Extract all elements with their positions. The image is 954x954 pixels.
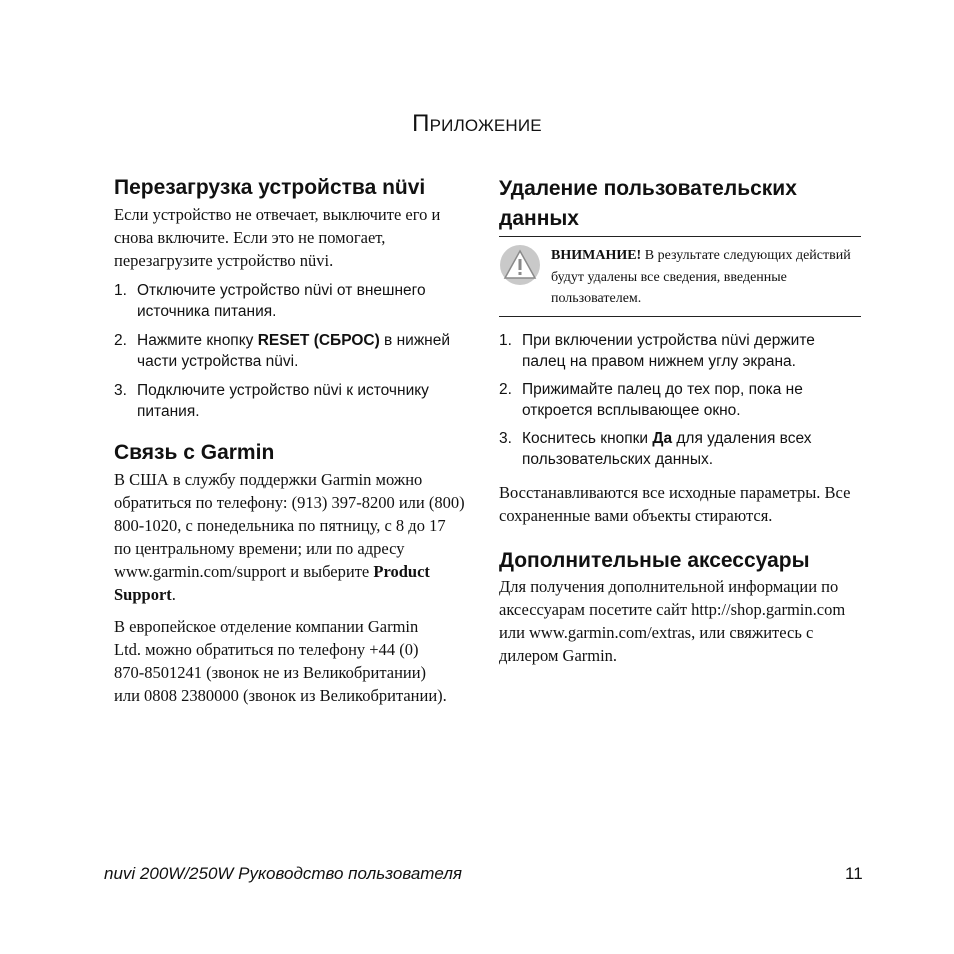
delete-heading: Удаление пользовательских данных [499, 177, 797, 230]
list-item: 3. Подключите устройство nüvi к источнику питания. [114, 382, 429, 420]
product-support-label: Product Support [114, 562, 430, 604]
yes-button-label: Да [652, 429, 673, 447]
list-item: 2. Нажмите кнопку RESET (СБРОС) в нижней части устройства nüvi. [114, 332, 451, 370]
reset-intro: Если устройство не отвечает, выключите его и снова включите. Если это не помогает, перезагрузите устройство nüvi. [114, 205, 441, 270]
contact-us-paragraph: В США в службу поддержки Garmin можно обратиться по телефону: (913) 397-8200 или (800) 800-1020, с понедельника по пятницу, с 8 до 17 по центральному времени; или по адресу www.garmin.com/support и выберите Product Support. [114, 470, 465, 604]
accessories-heading: Дополнительные аксессуары [499, 548, 810, 572]
list-item: 1. Отключите устройство nüvi от внешнего источника питания. [114, 282, 426, 320]
reset-steps [114, 280, 484, 422]
warning-box [499, 236, 861, 317]
warning-triangle-icon [499, 244, 541, 286]
page-number: 11 [845, 864, 863, 883]
list-item: 3. Коснитесь кнопки Да для удаления всех пользовательских данных. [499, 429, 812, 468]
page-title: Приложение [412, 110, 542, 137]
reset-button-label: RESET (СБРОС) [257, 332, 380, 349]
warning-label: ВНИМАНИЕ! [551, 248, 642, 263]
list-item: 2. Прижимайте палец до тех пор, пока не откроется всплывающее окно. [499, 380, 803, 419]
right-column [499, 174, 861, 667]
list-item: 1. При включении устройства nüvi держите палец на правом нижнем углу экрана. [499, 331, 815, 370]
reset-heading: Перезагрузка устройства nüvi [114, 176, 426, 199]
delete-steps [499, 330, 861, 470]
left-column [114, 174, 484, 707]
delete-after-text: Восстанавливаются все исходные параметры. Все сохраненные вами объекты стираются. [499, 482, 851, 525]
contact-heading: Связь с Garmin [114, 441, 275, 464]
contact-eu-paragraph: В европейское отделение компании Garmin Ltd. можно обратиться по телефону +44 (0) 870-8501241 (звонок не из Великобритании) или 0808 2380000 (звонок из Великобритании). [114, 617, 447, 705]
accessories-text: Для получения дополнительной информации по аксессуарам посетите сайт http://shop.garmin.com или www.garmin.com/extras, или свяжитесь с дилером Garmin. [499, 576, 846, 665]
footer-doc-title: nuvi 200W/250W Руководство пользователя [104, 864, 462, 883]
warning-text: ВНИМАНИЕ! В результате следующих действий будут удалены все сведения, введенные пользователем. [551, 248, 851, 306]
